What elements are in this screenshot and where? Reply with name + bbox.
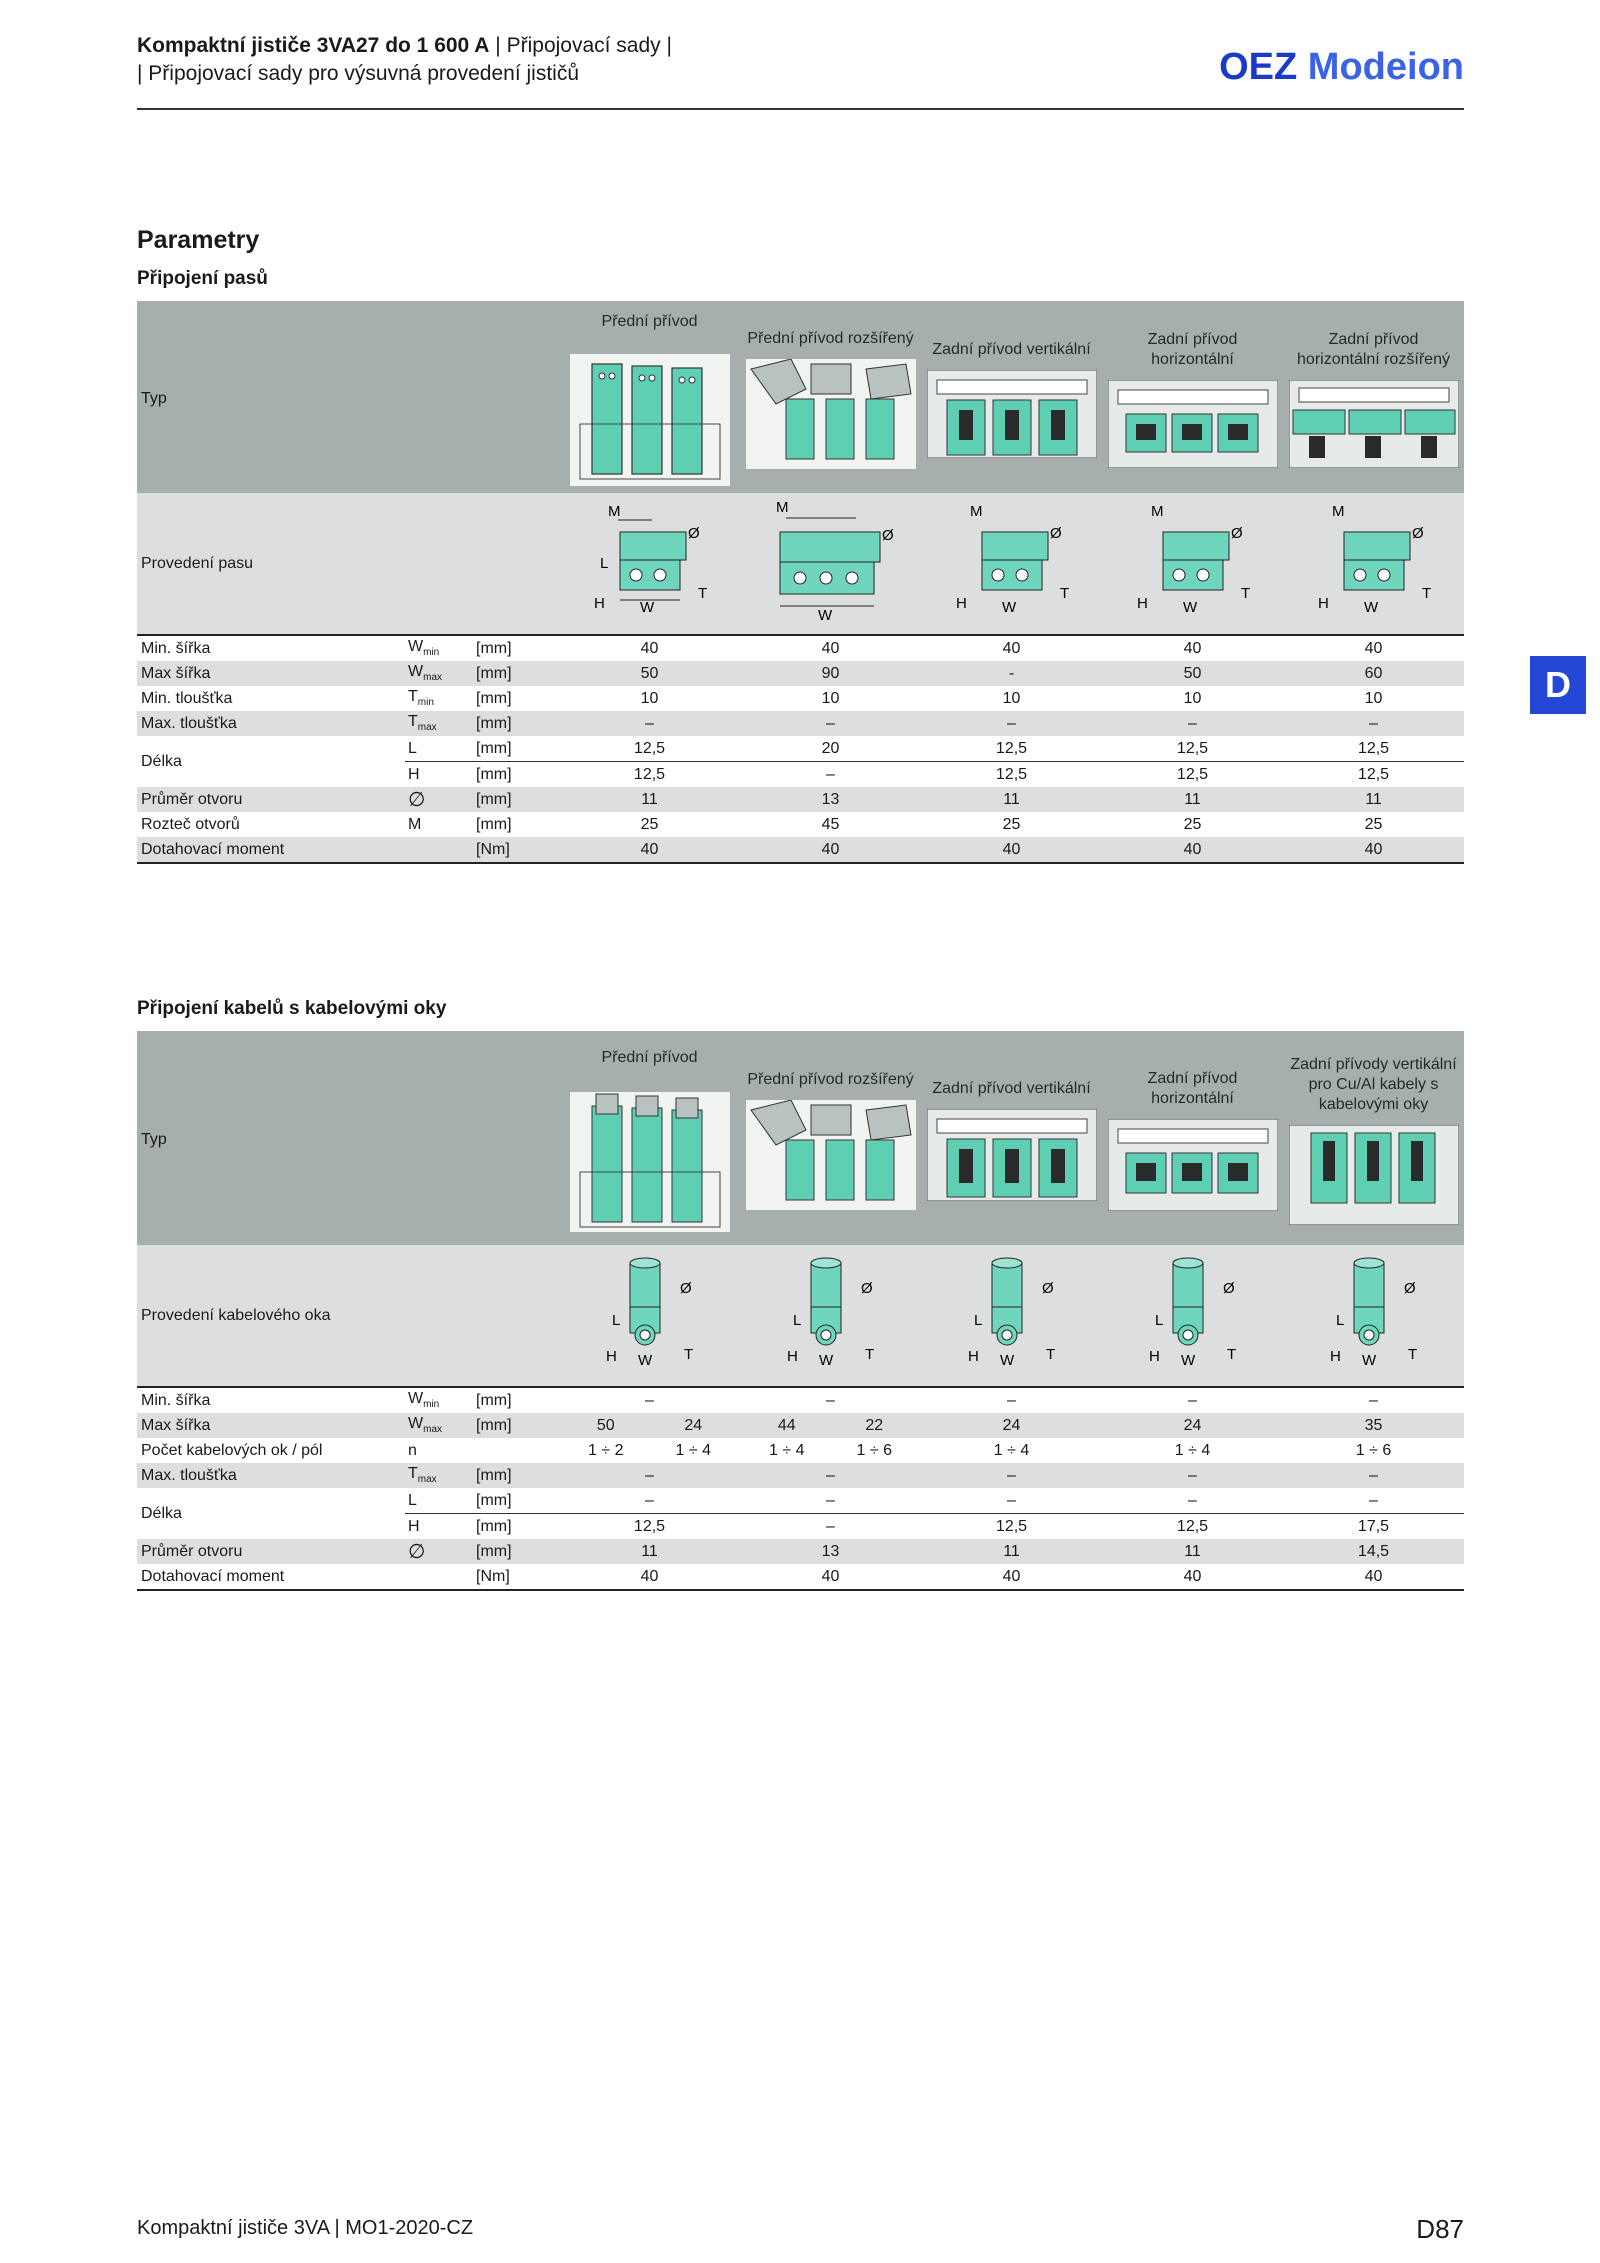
front-connection-image [570, 354, 730, 486]
bar-diagram [1283, 493, 1464, 635]
svg-text:H: H [967, 1348, 979, 1365]
svg-text:W: W [1180, 1352, 1195, 1369]
svg-text:Ø: Ø [679, 1280, 692, 1297]
table-row: Max. tloušťka $T_{max}$ [mm] – – – – – [137, 1463, 1464, 1488]
svg-text:H: H [1329, 1348, 1341, 1365]
svg-text:T: T [697, 585, 707, 602]
column-header: Zadní přívod horizontální [1102, 301, 1283, 493]
svg-text:H: H [786, 1348, 798, 1365]
lug-diagram [921, 1245, 1102, 1387]
typ-label: Typ [137, 1031, 559, 1245]
svg-text:T: T [1045, 1346, 1055, 1363]
svg-text:L: L [1335, 1312, 1344, 1329]
svg-text:M: M [607, 503, 620, 520]
table-row: H [mm] 12,5 – 12,5 12,5 12,5 [408, 765, 1390, 783]
svg-text:W: W [1001, 599, 1016, 616]
column-header: Přední přívod rozšířený [740, 301, 921, 493]
lug-diagram [1283, 1245, 1464, 1387]
column-header: Přední přívod [559, 1031, 740, 1245]
cable-lug-table [137, 1031, 1464, 1591]
svg-text:Ø: Ø [1403, 1280, 1416, 1297]
svg-text:L: L [611, 1312, 620, 1329]
header-title: Kompaktní jističe 3VA27 do 1 600 A | Připojovací sady | [137, 34, 672, 57]
svg-text:T: T [864, 1346, 874, 1363]
svg-text:Ø: Ø [881, 527, 894, 544]
svg-text:T: T [683, 1346, 693, 1363]
svg-text:W: W [817, 607, 832, 624]
svg-text:W: W [999, 1352, 1014, 1369]
table-row: Počet kabelových ok / pól n 1 ÷ 2 1 ÷ 4 1 ÷ 4 1 ÷ 6 1 ÷ 4 1 ÷ 4 1 ÷ 6 [141, 1441, 1392, 1459]
brand-logo: OEZ Modeion [1219, 46, 1464, 88]
bar-diagram [559, 493, 740, 635]
svg-text:W: W [1363, 599, 1378, 616]
bar-diagram [740, 493, 921, 635]
svg-text:W: W [1361, 1352, 1376, 1369]
column-header: Zadní přívody vertikální pro Cu/Al kabely s kabelovými oky [1283, 1031, 1464, 1245]
svg-text:W: W [639, 599, 654, 616]
svg-text:H: H [955, 595, 967, 612]
busbar-table [137, 301, 1464, 864]
front-connection-image [570, 1092, 730, 1232]
table-row: Délka L [mm] 12,5 20 12,5 12,5 12,5 [137, 736, 1464, 762]
column-header: Přední přívod [559, 301, 740, 493]
svg-text:M: M [1331, 503, 1344, 520]
rear-horizontal-extended-image [1289, 380, 1459, 468]
svg-text:H: H [605, 1348, 617, 1365]
rear-horizontal-image [1108, 1119, 1278, 1211]
rear-horizontal-image [1108, 380, 1278, 468]
bar-diagram [921, 493, 1102, 635]
svg-text:H: H [593, 595, 605, 612]
svg-text:Ø: Ø [1041, 1280, 1054, 1297]
lug-diagram [1102, 1245, 1283, 1387]
svg-text:W: W [637, 1352, 652, 1369]
svg-text:L: L [1154, 1312, 1163, 1329]
table-row: Min. tloušťka $T_{min}$ [mm] 10 10 10 10 10 [141, 688, 1383, 709]
svg-text:H: H [1136, 595, 1148, 612]
front-extended-image [746, 359, 916, 469]
table-row: Max. tloušťka $T_{max}$ [mm] – – – – – [137, 711, 1464, 736]
lug-diagram [740, 1245, 921, 1387]
svg-text:M: M [1150, 503, 1163, 520]
rear-vertical-image [927, 1109, 1097, 1201]
svg-text:M: M [969, 503, 982, 520]
lug-diagram [559, 1245, 740, 1387]
table-row: Délka L [mm] – – – – – [137, 1488, 1464, 1514]
table2-title: Připojení kabelů s kabelovými oky [137, 998, 447, 1019]
table-row: Min. šířka $W_{min}$ [mm] 40 40 40 40 40 [141, 638, 1383, 659]
table-row: Max šířka $W_{max}$ [mm] 50 24 44 22 24 24 35 [137, 1413, 1464, 1438]
svg-text:T: T [1226, 1346, 1236, 1363]
svg-text:L: L [599, 555, 608, 572]
column-header: Zadní přívod vertikální [921, 1031, 1102, 1245]
svg-text:M: M [775, 499, 788, 516]
bar-diagram [1102, 493, 1283, 635]
svg-text:L: L [973, 1312, 982, 1329]
svg-text:Ø: Ø [1411, 525, 1424, 542]
svg-text:L: L [792, 1312, 801, 1329]
column-header: Zadní přívod horizontální [1102, 1031, 1283, 1245]
svg-text:H: H [1317, 595, 1329, 612]
chapter-tab: D [1530, 656, 1586, 714]
svg-text:W: W [1182, 599, 1197, 616]
column-header: Zadní přívod vertikální [921, 301, 1102, 493]
svg-text:T: T [1421, 585, 1431, 602]
front-extended-image [746, 1100, 916, 1210]
rear-vertical-image [927, 370, 1097, 458]
svg-text:Ø: Ø [1230, 525, 1243, 542]
svg-text:W: W [818, 1352, 833, 1369]
svg-text:T: T [1059, 585, 1069, 602]
table-row: Min. šířka $W_{min}$ [mm] – – – – – [141, 1390, 1378, 1411]
svg-text:H: H [1148, 1348, 1160, 1365]
column-header: Zadní přívod horizontální rozšířený [1283, 301, 1464, 493]
rear-vertical-cable-image [1289, 1125, 1459, 1225]
column-header: Přední přívod rozšířený [740, 1031, 921, 1245]
table-row: Průměr otvoru ∅ [mm] 11 13 11 11 11 [137, 787, 1464, 812]
typ-label: Typ [137, 301, 559, 493]
table-row: Rozteč otvorů M [mm] 25 45 25 25 25 [141, 815, 1383, 833]
page-header [137, 32, 1464, 110]
table-row: Průměr otvoru ∅ [mm] 11 13 11 11 14,5 [137, 1539, 1464, 1564]
svg-text:Ø: Ø [687, 525, 700, 542]
section-title: Parametry [137, 226, 260, 254]
svg-text:T: T [1407, 1346, 1417, 1363]
svg-text:T: T [1240, 585, 1250, 602]
prov-label: Provedení kabelového oka [137, 1245, 559, 1387]
table-row: Dotahovací moment [Nm] 40 40 40 40 40 [137, 1564, 1464, 1590]
svg-text:Ø: Ø [1049, 525, 1062, 542]
header-subtitle: | Připojovací sady pro výsuvná provedení jističů [137, 62, 580, 85]
table-row: H [mm] 12,5 – 12,5 12,5 17,5 [408, 1517, 1390, 1535]
page-number: D87 [1416, 2214, 1464, 2244]
svg-text:Ø: Ø [1222, 1280, 1235, 1297]
prov-label: Provedení pasu [137, 493, 559, 635]
footer-text: Kompaktní jističe 3VA | MO1-2020-CZ [137, 2217, 474, 2239]
table1-title: Připojení pasů [137, 268, 268, 289]
svg-text:Ø: Ø [860, 1280, 873, 1297]
table-row: Dotahovací moment [Nm] 40 40 40 40 40 [137, 837, 1464, 863]
table-row: Max šířka $W_{max}$ [mm] 50 90 - 50 60 [137, 661, 1464, 686]
